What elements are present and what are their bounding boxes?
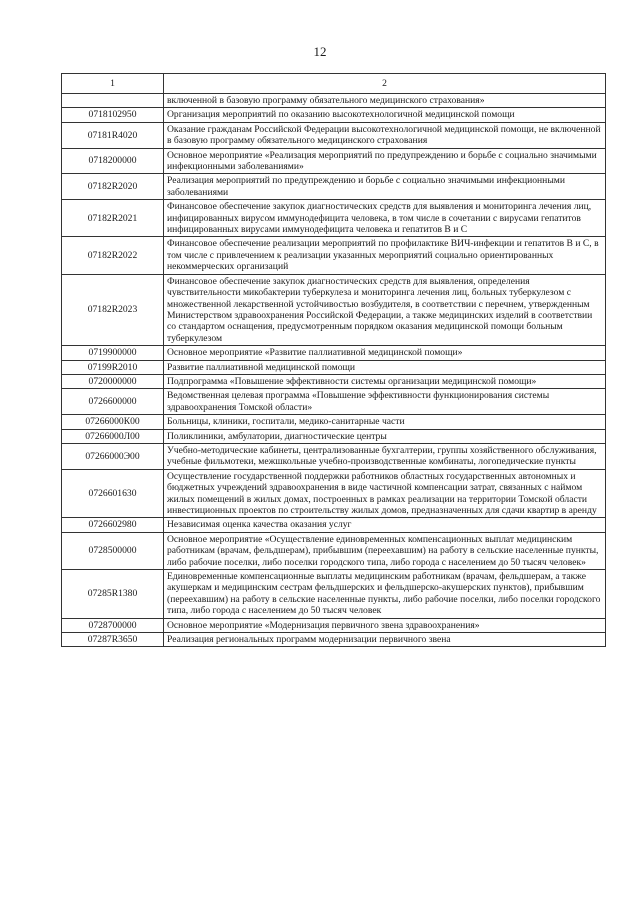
row-description-cell: Осуществление государственной поддержки работников областных государственных автономных и бюджетных учреждений здравоохранения в виде частичной компенсации затрат, связанных с наймом жилых помещений в жилых домах, построенных в рамках реализации на территории Томской области инвестиционных проектов по строительству жилых домов, предназначенных для сдачи квартир в аренду bbox=[164, 469, 606, 518]
row-description-cell: Учебно-методические кабинеты, централизованные бухгалтерии, группы хозяйственного обслуживания, учебные фильмотеки, межшкольные учебно-производственные комбинаты, логопедические пункты bbox=[164, 443, 606, 469]
row-code-cell: 0718200000 bbox=[62, 148, 164, 174]
row-code-cell: 0718102950 bbox=[62, 108, 164, 122]
row-code-cell: 07266000Э00 bbox=[62, 443, 164, 469]
row-code-cell: 07182R2022 bbox=[62, 237, 164, 274]
row-code-cell: 0726600000 bbox=[62, 389, 164, 415]
row-description-cell: Ведомственная целевая программа «Повышение эффективности функционирования системы здравоохранения Томской области» bbox=[164, 389, 606, 415]
row-code-cell: 0728700000 bbox=[62, 618, 164, 632]
row-description-cell: Финансовое обеспечение закупок диагностических средств для выявления, определения чувствительности микобактерии туберкулеза и мониторинга лечения лиц, больных туберкулезом с множественной лекарственной устойчивостью возбудителя, в соответствии с перечнем, утвержденным Министерством здравоохранения Российской Федерации, а также медицинских изделий в соответствии со стандартом оснащения, предусмотренным порядком оказания медицинской помощи больным туберкулезом bbox=[164, 274, 606, 345]
table-row bbox=[62, 389, 606, 415]
table-row bbox=[62, 360, 606, 374]
row-code-cell: 07182R2020 bbox=[62, 174, 164, 200]
table-row bbox=[62, 429, 606, 443]
table-row bbox=[62, 570, 606, 619]
table-row bbox=[62, 148, 606, 174]
table-body bbox=[62, 94, 606, 647]
row-code-cell: 07285R1380 bbox=[62, 570, 164, 619]
column-header-code: 1 bbox=[62, 74, 164, 94]
table-header-row bbox=[62, 74, 606, 94]
table-row bbox=[62, 274, 606, 345]
table-row bbox=[62, 443, 606, 469]
row-code-cell: 0726602980 bbox=[62, 518, 164, 532]
row-description-cell: Поликлиники, амбулатории, диагностические центры bbox=[164, 429, 606, 443]
table-row bbox=[62, 237, 606, 274]
row-description-cell: Основное мероприятие «Реализация мероприятий по предупреждению и борьбе с социально значимыми инфекционными заболеваниями» bbox=[164, 148, 606, 174]
row-description-cell: Оказание гражданам Российской Федерации высокотехнологичной медицинской помощи, не включенной в базовую программу обязательного медицинского страхования bbox=[164, 122, 606, 148]
row-description-cell: включенной в базовую программу обязательного медицинского страхования» bbox=[164, 94, 606, 108]
row-description-cell: Основное мероприятие «Осуществление единовременных компенсационных выплат медицинским работникам (врачам, фельдшерам), прибывшим (переехавшим) на работу в сельские населенные пункты, либо рабочие поселки, либо поселки городского типа, либо города с населением до 50 тысяч человек» bbox=[164, 532, 606, 569]
row-code-cell: 0720000000 bbox=[62, 374, 164, 388]
row-description-cell: Больницы, клиники, госпитали, медико-санитарные части bbox=[164, 415, 606, 429]
row-description-cell: Организация мероприятий по оказанию высокотехнологичной медицинской помощи bbox=[164, 108, 606, 122]
row-code-cell: 07266000Л00 bbox=[62, 429, 164, 443]
row-description-cell: Единовременные компенсационные выплаты медицинским работникам (врачам, фельдшерам, а также акушеркам и медицинским сестрам фельдшерских и фельдшерско-акушерских пунктов), прибывшим (переехавшим) на работу в сельские населенные пункты, либо рабочие поселки, либо поселки городского типа, либо города с населением до 50 тысяч человек bbox=[164, 570, 606, 619]
row-code-cell: 0719900000 bbox=[62, 346, 164, 360]
row-code-cell: 07287R3650 bbox=[62, 633, 164, 647]
row-description-cell: Реализация мероприятий по предупреждению и борьбе с социально значимыми инфекционными заболеваниями bbox=[164, 174, 606, 200]
table-row bbox=[62, 346, 606, 360]
row-code-cell: 07181R4020 bbox=[62, 122, 164, 148]
page-number: 12 bbox=[313, 44, 327, 59]
row-description-cell: Основное мероприятие «Модернизация первичного звена здравоохранения» bbox=[164, 618, 606, 632]
table-row bbox=[62, 469, 606, 518]
row-description-cell: Развитие паллиативной медицинской помощи bbox=[164, 360, 606, 374]
table-row bbox=[62, 108, 606, 122]
table-row bbox=[62, 415, 606, 429]
table-row bbox=[62, 174, 606, 200]
row-description-cell: Основное мероприятие «Развитие паллиативной медицинской помощи» bbox=[164, 346, 606, 360]
row-code-cell: 07266000К00 bbox=[62, 415, 164, 429]
table-row bbox=[62, 532, 606, 569]
row-code-cell: 07182R2021 bbox=[62, 200, 164, 237]
table-row bbox=[62, 200, 606, 237]
budget-classification-table bbox=[61, 73, 606, 647]
table-row bbox=[62, 518, 606, 532]
row-description-cell: Подпрограмма «Повышение эффективности системы организации медицинской помощи» bbox=[164, 374, 606, 388]
row-code-cell: 0728500000 bbox=[62, 532, 164, 569]
table-row bbox=[62, 122, 606, 148]
row-code-cell: 0726601630 bbox=[62, 469, 164, 518]
row-code-cell bbox=[62, 94, 164, 108]
row-description-cell: Финансовое обеспечение закупок диагностических средств для выявления и мониторинга лечения лиц, инфицированных вирусом иммунодефицита человека, в том числе в сочетании с вирусами гепатитов инфицированных вирусами иммунодефицита человека и гепатитов В и С bbox=[164, 200, 606, 237]
row-description-cell: Независимая оценка качества оказания услуг bbox=[164, 518, 606, 532]
table-row bbox=[62, 618, 606, 632]
row-code-cell: 07182R2023 bbox=[62, 274, 164, 345]
row-description-cell: Финансовое обеспечение реализации мероприятий по профилактике ВИЧ-инфекции и гепатитов В и С, в том числе с привлечением к реализации указанных мероприятий социально ориентированных некоммерческих организаций bbox=[164, 237, 606, 274]
row-code-cell: 07199R2010 bbox=[62, 360, 164, 374]
table-row bbox=[62, 633, 606, 647]
row-description-cell: Реализация региональных программ модернизации первичного звена bbox=[164, 633, 606, 647]
table-row bbox=[62, 374, 606, 388]
column-header-description: 2 bbox=[164, 74, 606, 94]
table-row bbox=[62, 94, 606, 108]
